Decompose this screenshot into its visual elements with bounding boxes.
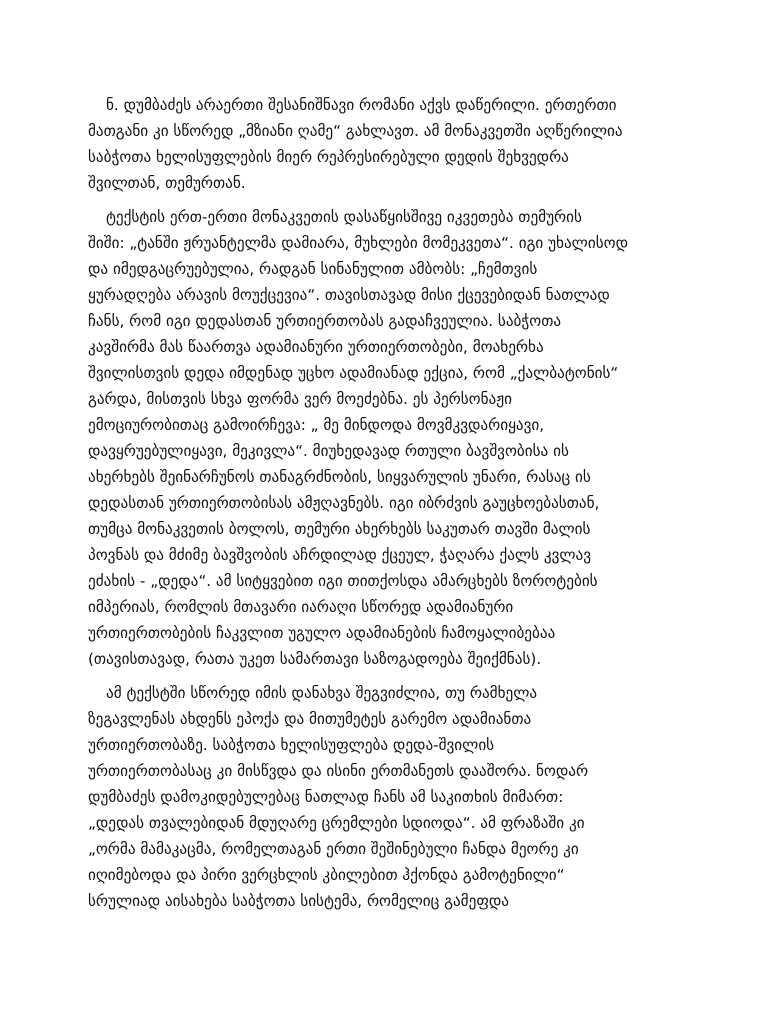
- text-line: დუმბაძეს დამოკიდებულებაც ნათლად ჩანს ამ საკითხის მიმართ:: [88, 788, 564, 806]
- text-line: ჩანს, რომ იგი დედასთან ურთიერთობას გადაჩვეულია. საბჭოთა: [88, 312, 562, 330]
- text-line: (თავისთავად, რათა უკეთ სამართავი საზოგადოება შეიქმნას).: [88, 650, 542, 668]
- text-line: ემოციურობითაც გამოირჩევა: „ მე მინდოდა მოვმკვდარიყავი,: [88, 416, 545, 434]
- paragraph-1: [88, 92, 688, 196]
- text-line: და იმედგაცრუებულია, რადგან სინანულით ამბობს: „ჩემთვის: [88, 260, 538, 278]
- text-line: გარდა, მისთვის სხვა ფორმა ვერ მოეძებნა. ეს პერსონაჟი: [88, 390, 512, 408]
- text-line: „დედას თვალებიდან მდუღარე ცრემლები სდიოდა“. ამ ფრაზაში კი: [88, 814, 585, 832]
- text-line: ყურადღება არავის მოუქცევია“. თავისთავად მისი ქცევებიდან ნათლად: [88, 286, 610, 304]
- paragraph-3: [88, 680, 688, 914]
- text-line: იმპერიას, რომლის მთავარი იარაღი სწორედ ადამიანური: [88, 598, 514, 616]
- text-line: იღიმებოდა და პირი ვერცხლის კბილებით ჰქონდა გამოტენილი“: [88, 866, 565, 884]
- text-line: შიში: „ტანში ჟრუანტელმა დამიარა, მუხლები მომეკვეთა“. იგი უხალისოდ: [88, 234, 628, 252]
- text-line: ურთიერთობაზე. საბჭოთა ხელისუფლება დედა-შვილის: [88, 736, 495, 754]
- text-line: დავყრუებულიყავი, მეკივლა“. მიუხედავად რთული ბავშვობისა ის: [88, 442, 569, 460]
- text-line: დედასთან ურთიერთობისას ამჟღავნებს. იგი იბრძვის გაუცხოებასთან,: [88, 494, 600, 512]
- paragraph-2: [88, 204, 688, 672]
- text-line: შვილისთვის დედა იმდენად უცხო ადამიანად ექცია, რომ „ქალბატონის“: [88, 364, 619, 382]
- text-line: ზეგავლენას ახდენს ეპოქა და მითუმეტეს გარემო ადამიანთა: [88, 710, 532, 728]
- text-line: თუმცა მონაკვეთის ბოლოს, თემური ახერხებს საკუთარ თავში მალის: [88, 520, 591, 538]
- text-line: ახერხებს შეინარჩუნოს თანაგრძნობის, სიყვარულის უნარი, რასაც ის: [88, 468, 591, 486]
- text-line: სრულიად აისახება საბჭოთა სისტემა, რომელიც გამეფდა: [88, 892, 510, 910]
- text-line: ტექსტის ერთ-ერთი მონაკვეთის დასაწყისშივე იკვეთება თემურის: [106, 208, 582, 226]
- text-line: ეძახის - „დედა“. ამ სიტყვებით იგი თითქოსდა ამარცხებს ზოროტების: [88, 572, 598, 590]
- text-line: ამ ტექსტში სწორედ იმის დანახვა შეგვიძლია, თუ რამხელა: [106, 684, 538, 702]
- text-line: შვილთან, თემურთან.: [88, 174, 246, 192]
- text-line: საბჭოთა ხელისუფლების მიერ რეპრესირებული დედის შეხვედრა: [88, 148, 569, 166]
- text-line: კავშირმა მას წაართვა ადამიანური ურთიერთობები, მოახერხა: [88, 338, 544, 356]
- text-line: პოვნას და მძიმე ბავშვობის აჩრდილად ქცეულ, ჭაღარა ქალს კვლავ: [88, 546, 592, 564]
- text-line: „ორმა მამაკაცმა, რომელთაგან ერთი შეშინებული ჩანდა მეორე კი: [88, 840, 579, 858]
- text-line: ურთიერთობასაც კი მისწვდა და ისინი ერთმანეთს დააშორა. ნოდარ: [88, 762, 589, 780]
- text-line: ნ. დუმბაძეს არაერთი შესანიშნავი რომანი აქვს დაწერილი. ერთერთი: [106, 96, 617, 114]
- text-line: ურთიერთობების ჩაკვლით უგულო ადამიანების ჩამოყალიბებაა: [88, 624, 556, 642]
- text-line: მათგანი კი სწორედ „მზიანი ღამე“ გახლავთ. ამ მონაკვეთში აღწერილია: [88, 122, 623, 140]
- document-body: [88, 92, 688, 914]
